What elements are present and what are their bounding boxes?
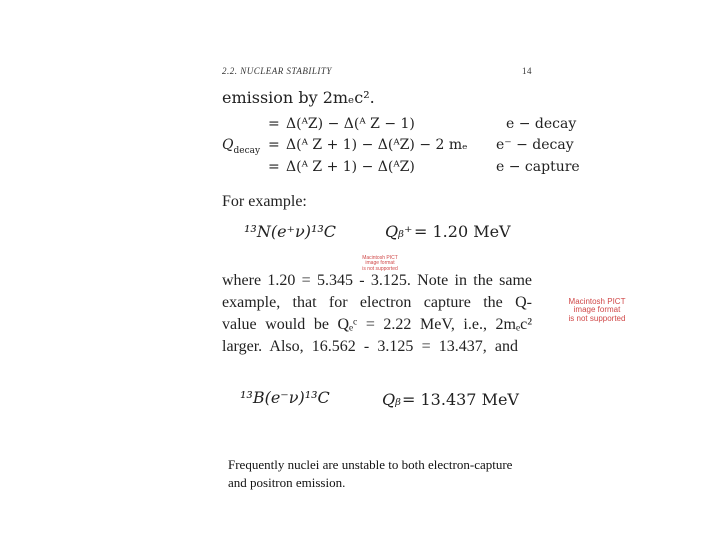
example-2-q-label: Qᵦ [382,390,401,409]
unsupported-image-placeholder-large [548,298,646,323]
paragraph-line-1: where 1.20 = 5.345 - 3.125. Note in the same [222,272,532,289]
example-1-q-label: Qᵦ⁺ [385,222,413,241]
decay-type: e − capture [496,159,580,175]
q-symbol: Q [222,137,234,153]
equals-sign: = [268,116,280,132]
paragraph-line-3: value would be Qₑᶜ = 2.22 MeV, i.e., 2mₑc² [222,316,532,333]
equation-row-3 [222,159,580,179]
equals-sign: = [268,137,280,153]
placeholder-line: is not supported [568,313,626,323]
equation-expression: Δ(ᴬ Z + 1) − Δ(ᴬZ) − 2 mₑ [286,137,468,153]
equation-row-1 [222,116,577,136]
q-subscript: decay [233,145,261,156]
placeholder-line: Macintosh PICT [362,255,398,261]
unsupported-image-placeholder-small [352,256,408,272]
equation-expression: Δ(ᴬ Z + 1) − Δ(ᴬZ) [286,159,415,175]
paragraph-line-2: example, that for electron capture the Q- [222,294,532,311]
example-heading: For example: [222,193,307,210]
example-2-reaction: ¹³B(e⁻ν)¹³C [240,388,330,407]
slide-caption-line-1: Frequently nuclei are unstable to both electron-capture [228,457,513,472]
page-header-section: 2.2. NUCLEAR STABILITY [222,66,332,76]
decay-type: e⁻ − decay [496,137,574,153]
paragraph-line-4: larger. Also, 16.562 - 3.125 = 13.437, and [222,338,518,355]
page-number: 14 [522,66,532,76]
example-1-reaction: ¹³N(e⁺ν)¹³C [244,222,337,241]
equation-expression: Δ(ᴬZ) − Δ(ᴬ Z − 1) [286,116,415,132]
placeholder-line: image format [573,305,621,315]
equation-row-2 [222,137,572,157]
placeholder-line: is not supported [362,265,398,272]
intro-line: emission by 2mₑc². [222,88,375,107]
example-2-q-value: = 13.437 MeV [402,390,519,409]
decay-type: e − decay [506,116,577,132]
example-1-q-value: = 1.20 MeV [414,222,511,241]
placeholder-line: image format [365,260,395,267]
placeholder-line: Macintosh PICT [568,297,626,306]
slide-caption-line-2: and positron emission. [228,475,346,490]
equals-sign: = [268,159,280,175]
